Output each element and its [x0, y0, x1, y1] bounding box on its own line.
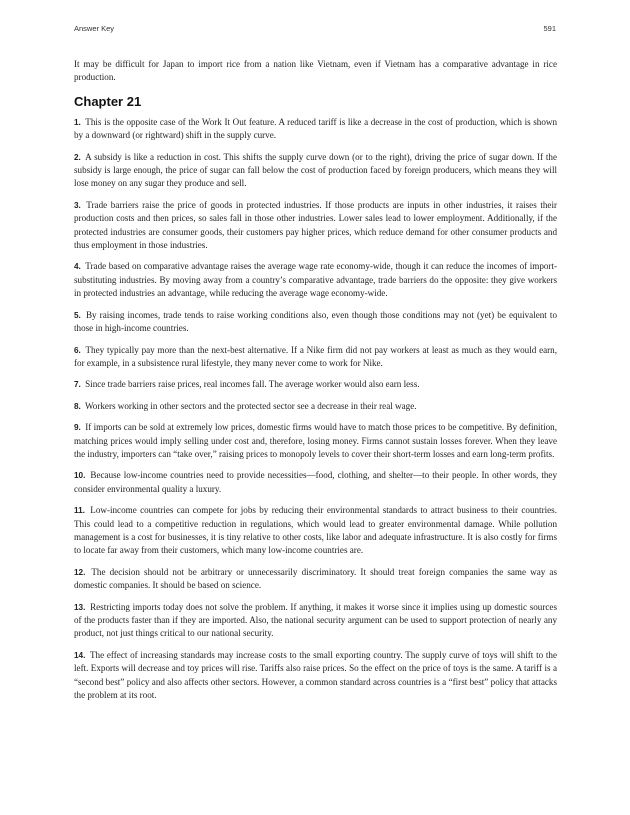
answer-item [74, 601, 557, 641]
answer-item [74, 116, 557, 143]
answer-number: 6. [74, 345, 81, 355]
answer-list [74, 116, 557, 703]
answer-item [74, 344, 557, 371]
answer-text: Restricting imports today does not solve the problem. If anything, it makes it worse since it implies using up domestic sources of the products faster than if they are imported. Also, the national security argument can be used to support protection of nearly any product, not just things critical to our national security. [74, 601, 557, 639]
answer-item [74, 260, 557, 300]
running-header [74, 24, 556, 36]
answer-item [74, 469, 557, 496]
answer-item [74, 421, 557, 461]
answer-number: 13. [74, 602, 86, 612]
answer-text: The decision should not be arbitrary or unnecessarily discriminatory. It should treat foreign companies the same way as domestic companies. It should be based on science. [74, 566, 557, 591]
answer-text: If imports can be sold at extremely low prices, domestic firms would have to match those prices to be competitive. By definition, matching prices would imply selling under cost and, therefore, losing money. Firms cannot sustain losses forever. When they leave the industry, importers can “take over,” raising prices to monopoly levels to cover their short-term losses and earn long-term profits. [74, 422, 557, 459]
answer-text: Trade barriers raise the price of goods in protected industries. If those products are inputs in other industries, it raises their production costs and then prices, so sales fall in those other industries. Lower sales lead to lower employment. Additionally, if the protected industries are consumer goods, their customers pay higher prices, which reduce demand for other consumer products and thus employment in those industries. [74, 199, 558, 251]
answer-number: 10. [74, 471, 86, 481]
answer-number: 4. [74, 262, 81, 272]
answer-item [74, 566, 557, 593]
answer-text: The effect of increasing standards may increase costs to the small exporting country. The supply curve of toys will shift to the left. Exports will decrease and toy prices will rise. Tariffs also raise prices. So the effect on the price of toys is the same. A tariff is a “second best” policy and also affects other sectors. However, a common standard across countries is a “first best” policy that attacks the problem at its root. [74, 649, 557, 701]
answer-text: A subsidy is like a reduction in cost. This shifts the supply curve down (or to the right), driving the price of sugar down. If the subsidy is large enough, the price of sugar can fall below the cost of production faced by foreign producers, which means they will lose money on any sugar they produce and sell. [74, 151, 557, 189]
answer-item [74, 649, 557, 703]
answer-number: 3. [74, 200, 81, 210]
answer-number: 11. [74, 506, 85, 516]
chapter-heading: Chapter 21 [74, 93, 142, 109]
answer-number: 8. [74, 401, 81, 411]
answer-text: This is the opposite case of the Work It Out feature. A reduced tariff is like a decrease in the cost of production, which is shown by a downward (or rightward) shift in the supply curve. [74, 116, 557, 141]
answer-number: 14. [74, 650, 86, 660]
answer-text: Low-income countries can compete for jobs by reducing their environmental standards to attract business to their countries. This could lead to a competitive reduction in regulations, which would lead to greater environmental damage. While pollution management is a cost for businesses, it is tiny relative to other costs, like labor and adequate infrastructure. It is also costly for firms to locate far away from their customers, which many low-income countries are. [74, 505, 557, 556]
answer-number: 7. [74, 380, 81, 390]
answer-text: They typically pay more than the next-best alternative. If a Nike firm did not pay workers at least as much as they would earn, for example, in a subsistence rural lifestyle, they many never come to work for Nike. [74, 344, 557, 368]
answer-item [74, 400, 557, 413]
answer-item [74, 199, 557, 253]
answer-item [74, 378, 557, 391]
answer-number: 5. [74, 310, 81, 320]
intro-paragraph: It may be difficult for Japan to import rice from a nation like Vietnam, even if Vietnam has a comparative advantage in rice production. [74, 59, 557, 83]
answer-text: Trade based on comparative advantage raises the average wage rate economy-wide, though it can reduce the incomes of import-substituting industries. By moving away from a country’s comparative advantage, trade barriers do the opposite: they give workers in protected industries an advantage, while reducing the average wage economy-wide. [74, 261, 558, 299]
answer-number: 12. [74, 567, 86, 577]
page-content [74, 58, 557, 710]
answer-text: Workers working in other sectors and the protected sector see a decrease in their real wage. [84, 400, 417, 411]
answer-number: 2. [74, 152, 81, 162]
answer-text: By raising incomes, trade tends to raise working conditions also, even though those conditions may not (yet) be equivalent to those in high-income countries. [74, 309, 557, 334]
answer-item [74, 504, 557, 558]
answer-number: 9. [74, 423, 81, 433]
page-number: 591 [543, 24, 556, 33]
answer-item [74, 151, 557, 191]
answer-text: Since trade barriers raise prices, real incomes fall. The average worker would also earn less. [85, 379, 420, 390]
answer-number: 1. [74, 117, 81, 127]
section-title: Answer Key [74, 24, 115, 33]
answer-text: Because low-income countries need to provide necessities—food, clothing, and shelter—to their people. In other words, they consider environmental quality a luxury. [74, 470, 557, 494]
answer-item [74, 309, 557, 336]
